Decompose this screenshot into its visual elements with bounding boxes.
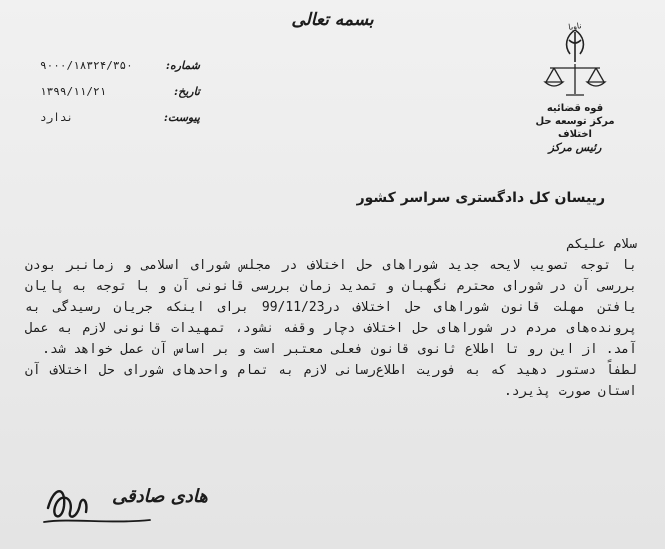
signature-block bbox=[40, 478, 220, 538]
letter-meta bbox=[40, 52, 200, 130]
recipient: رییسان کل دادگستری سراسر کشور bbox=[356, 190, 605, 206]
emblem-motto: ناوبا bbox=[567, 21, 583, 32]
meta-number-row bbox=[40, 52, 200, 78]
attachment-label: پیوست: bbox=[163, 110, 200, 124]
meta-date-row bbox=[40, 78, 200, 104]
letter-body bbox=[25, 234, 637, 402]
date-value: ۱۳۹۹/۱۱/۲۱ bbox=[40, 84, 107, 98]
number-label: شماره: bbox=[165, 58, 200, 72]
body-paragraph-1: با توجه تصویب لایحه جدید شوراهای حل اختلاف در مجلس شورای اسلامی و زمانبر بودن بررسی آن در شورای محترم نگهبان و تمدید زمان بررسی قانونی آن و با توجه به پایان یافتن مهلت قانون شوراهای حل اختلاف در99/11/23 برای اینکه جریان رسیدگی به پرونده‌های مردم در شوراهای حل اختلاف دچار وقفه نشود، تمهیدات قانونی لازم به عمل آمد. از این رو تا اطلاع ثانوی قانون فعلی معتبر است و بر اساس آن عمل خواهد شد. bbox=[25, 258, 637, 357]
number-value: ۹۰۰۰/۱۸۳۲۴/۳۵۰ bbox=[40, 58, 133, 72]
meta-attachment-row bbox=[40, 104, 200, 130]
attachment-value: ندارد bbox=[40, 110, 74, 124]
date-label: تاریخ: bbox=[174, 84, 200, 98]
signature-title: رئیس مرکز bbox=[548, 141, 602, 154]
greeting: سلام علیکم bbox=[566, 237, 637, 252]
center-name: مرکز توسعه حل اختلاف bbox=[535, 116, 615, 140]
body-paragraph-2: لطفاً دستور دهید که به فوریت اطلاع‌رسانی لازم به تمام واحدهای شورای حل اختلاف آن استان صورت پذیرد. bbox=[25, 363, 637, 399]
letterhead-emblem bbox=[525, 22, 625, 152]
signer-name: هادی صادقی bbox=[112, 486, 208, 507]
letter-heading: بسمه تعالی bbox=[291, 10, 374, 30]
organization-name: قوه قضائیه bbox=[546, 103, 604, 114]
